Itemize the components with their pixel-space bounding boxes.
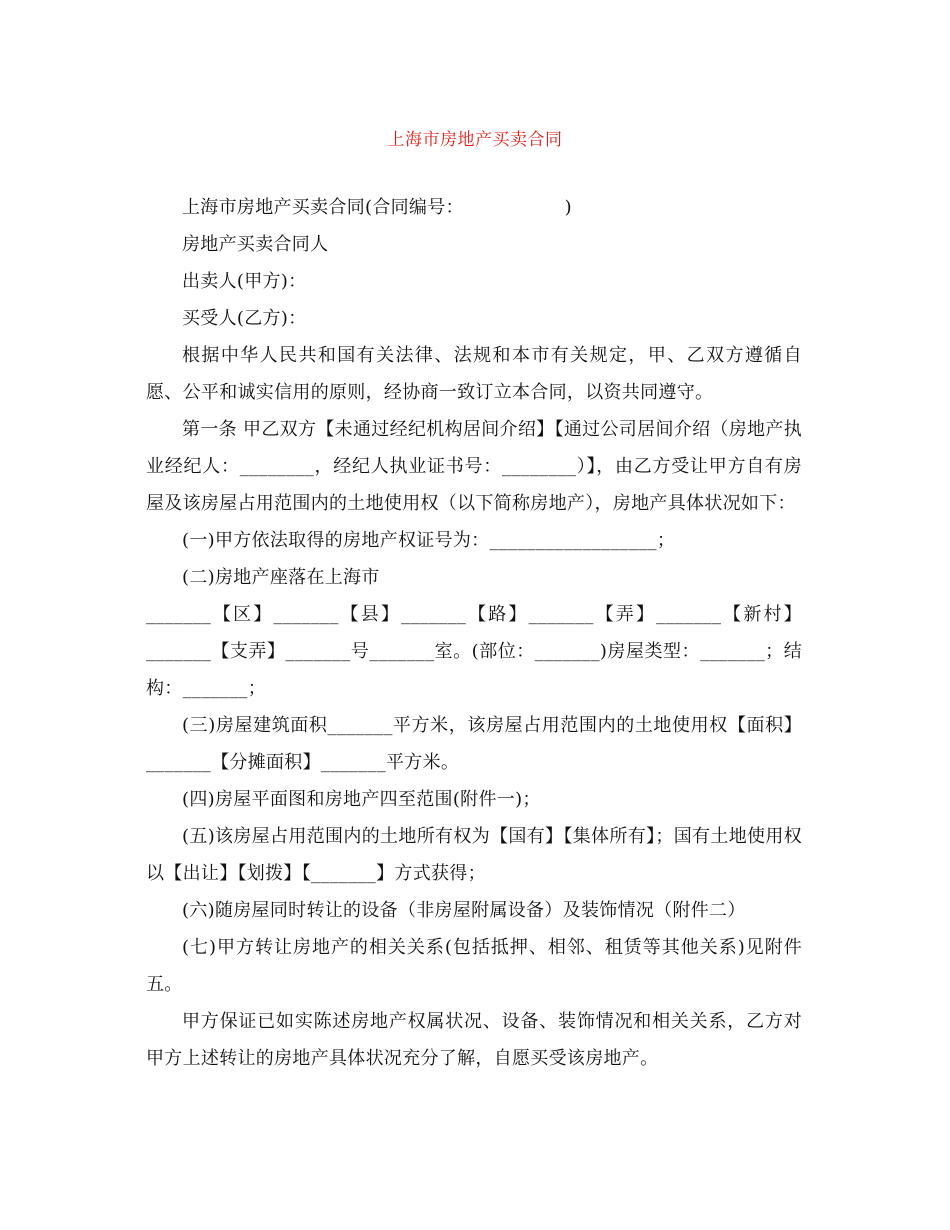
contract-parties-heading: 房地产买卖合同人 [182, 234, 329, 255]
item-1-certificate: (一)甲方依法取得的房地产权证号为：__________________； [182, 530, 676, 551]
document-title: 上海市房地产买卖合同 [387, 130, 563, 150]
item-6-equipment: (六)随房屋同时转让的设备（非房屋附属设备）及装饰情况（附件二） [182, 900, 746, 921]
contract-number-line: 上海市房地产买卖合同(合同编号： ) [182, 197, 572, 218]
item-3-area: (三)房屋建筑面积_______平方米，该房屋占用范围内的土地使用权【面积】_______【分摊面积】_______平方米。 [146, 715, 802, 773]
seller-guarantee-paragraph: 甲方保证已如实陈述房地产权属状况、设备、装饰情况和相关关系，乙方对甲方上述转让的房地产具体状况充分了解，自愿买受该房地产。 [146, 1011, 802, 1069]
item-4-floor-plan: (四)房屋平面图和房地产四至范围(附件一)； [182, 789, 541, 810]
item-2-location: (二)房地产座落在上海市 [182, 567, 380, 588]
item-5-land-ownership: (五)该房屋占用范围内的土地所有权为【国有】【集体所有】；国有土地使用权以【出让】【划拨】【_______】方式获得； [146, 826, 802, 884]
buyer-line: 买受人(乙方)： [182, 308, 307, 329]
item-7-relations: (七)甲方转让房地产的相关关系(包括抵押、相邻、租赁等其他关系)见附件五。 [146, 937, 802, 995]
item-2-address-detail: _______【区】_______【县】_______【路】_______【弄】_______【新村】_______【支弄】_______号_______室。(部位：_______)房屋类型：_______；结构：_______； [146, 604, 802, 699]
article-one-paragraph: 第一条 甲乙双方【未通过经纪机构居间介绍】【通过公司居间介绍（房地产执业经纪人：________，经纪人执业证书号：________）】，由乙方受让甲方自有房屋及该房屋占用范围内的土地使用权（以下简称房地产），房地产具体状况如下： [146, 419, 802, 514]
preamble-paragraph: 根据中华人民共和国有关法律、法规和本市有关规定，甲、乙双方遵循自愿、公平和诚实信用的原则，经协商一致订立本合同，以资共同遵守。 [146, 345, 802, 403]
seller-line: 出卖人(甲方)： [182, 271, 307, 292]
document-body [146, 189, 802, 1077]
